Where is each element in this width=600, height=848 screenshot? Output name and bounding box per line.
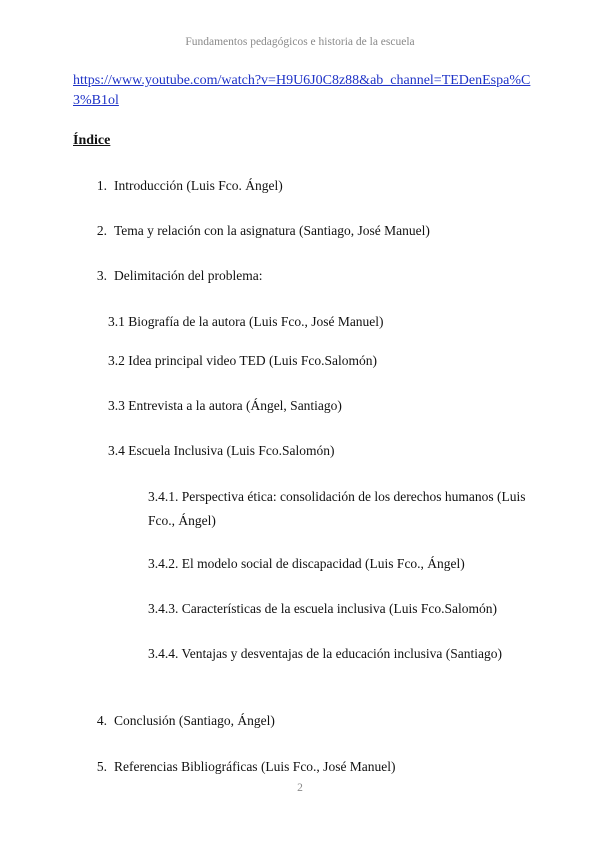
index-item-number: 2. (96, 223, 107, 238)
index-item (87, 713, 275, 729)
index-item-number: 1. (96, 178, 107, 193)
index-subsubitem: 3.4.3. Características de la escuela inclusiva (Luis Fco.Salomón) (148, 601, 498, 616)
index-item-text: Introducción (Luis Fco. Ángel) (114, 178, 283, 193)
index-item-text: Tema y relación con la asignatura (Santiago, José Manuel) (114, 223, 430, 238)
index-subitem: 3.4 Escuela Inclusiva (Luis Fco.Salomón) (108, 443, 335, 458)
index-item-number: 4. (96, 713, 107, 728)
youtube-link[interactable]: https://www.youtube.com/watch?v=H9U6J0C8z88&ab_channel=TEDenEspa%C3%B1ol (73, 73, 531, 108)
index-item-text: Delimitación del problema: (114, 268, 263, 283)
index-title: Índice (73, 133, 111, 148)
index-item-number: 5. (96, 759, 107, 774)
index-item (87, 268, 262, 284)
index-subsubitem-text: 3.4.1. Perspectiva ética: consolidación de los derechos humanos (Luis Fco., Ángel) (148, 489, 526, 528)
index-item-text: Referencias Bibliográficas (Luis Fco., José Manuel) (114, 759, 396, 774)
index-item (87, 759, 396, 775)
page-number: 2 (297, 782, 303, 794)
index-item-text: Conclusión (Santiago, Ángel) (114, 713, 275, 728)
index-subsubitem: 3.4.2. El modelo social de discapacidad (Luis Fco., Ángel) (148, 556, 465, 571)
index-item-number: 3. (96, 268, 107, 283)
index-subsubitem: 3.4.4. Ventajas y desventajas de la educación inclusiva (Santiago) (148, 646, 503, 661)
index-item (87, 178, 283, 194)
index-subitem: 3.2 Idea principal video TED (Luis Fco.Salomón) (108, 353, 377, 368)
page-header: Fundamentos pedagógicos e historia de la escuela (185, 36, 415, 48)
index-subitem: 3.1 Biografía de la autora (Luis Fco., José Manuel) (108, 314, 384, 329)
index-subitem: 3.3 Entrevista a la autora (Ángel, Santiago) (108, 398, 342, 413)
index-item (87, 223, 430, 239)
index-subsubitem (108, 485, 528, 533)
